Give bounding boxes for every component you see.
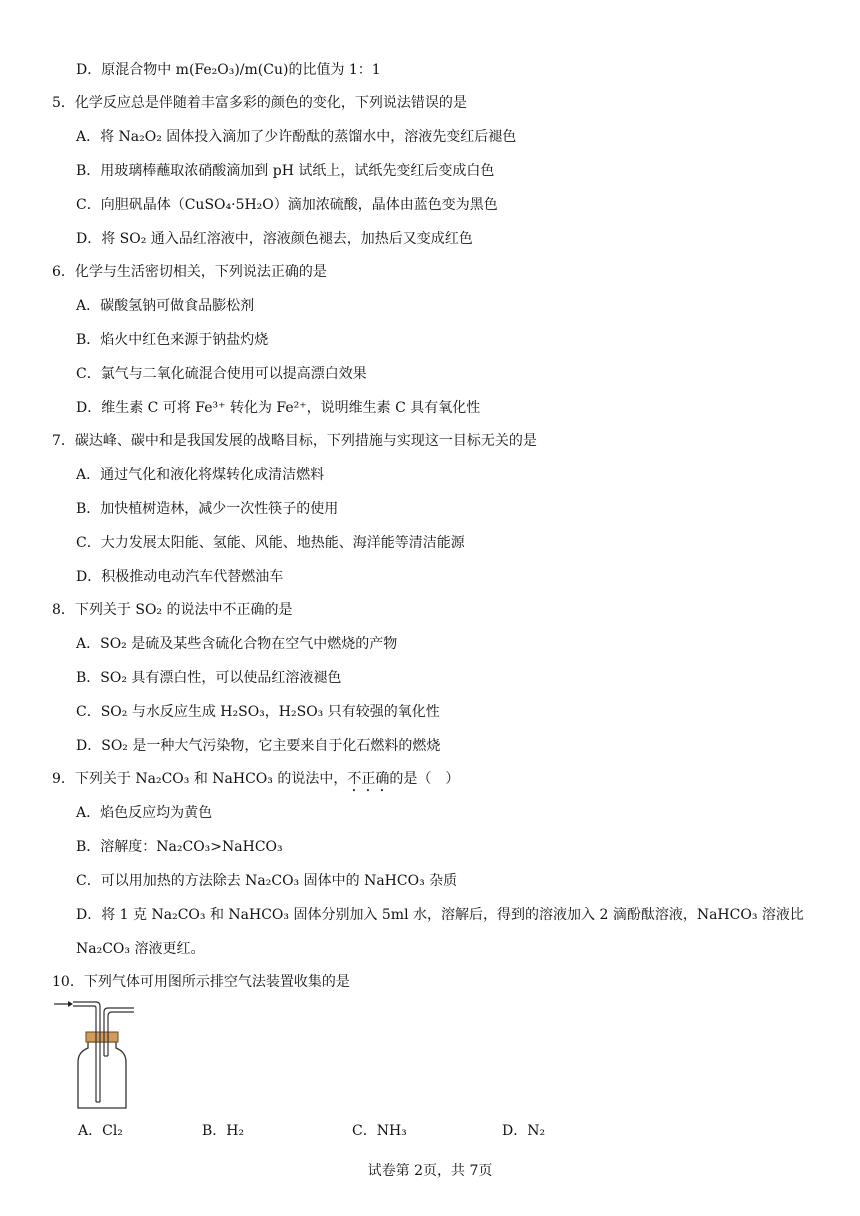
q7-stem: 7．碳达峰、碳中和是我国发展的战略目标，下列措施与实现这一目标无关的是 bbox=[52, 433, 537, 449]
q10-option-d: D．N₂ bbox=[502, 1123, 546, 1139]
q10-stem: 10．下列气体可用图所示排空气法装置收集的是 bbox=[52, 974, 350, 990]
q9-option-c: C．可以用加热的方法除去 Na₂CO₃ 固体中的 NaHCO₃ 杂质 bbox=[76, 873, 458, 889]
long-tube-inner bbox=[73, 1006, 96, 1102]
q9-option-a: A．焰色反应均为黄色 bbox=[76, 805, 213, 821]
page-footer: 试卷第 2页，共 7页 bbox=[367, 1163, 493, 1179]
q4-option-d: D．原混合物中 m(Fe₂O₃)/m(Cu)的比值为 1：1 bbox=[76, 62, 381, 78]
gas-collection-bottle-diagram bbox=[54, 998, 134, 1114]
q9-stem-end: 的是（ ） bbox=[389, 771, 460, 787]
q9-stem bbox=[52, 769, 459, 795]
q10-option-b: B．H₂ bbox=[202, 1123, 245, 1139]
q9-option-d-line1: D．将 1 克 Na₂CO₃ 和 NaHCO₃ 固体分别加入 5ml 水，溶解后，得到的溶液加入 2 滴酚酞溶液，NaHCO₃ 溶液比 bbox=[76, 907, 804, 923]
q10-option-a: A．Cl₂ bbox=[78, 1123, 123, 1139]
q8-option-a: A．SO₂ 是硫及某些含硫化合物在空气中燃烧的产物 bbox=[76, 636, 398, 652]
inlet-arrow-head bbox=[68, 1001, 73, 1007]
q8-option-d: D．SO₂ 是一种大气污染物，它主要来自于化石燃料的燃烧 bbox=[76, 738, 441, 754]
q9-stem-emphasis: 不正确 bbox=[347, 771, 390, 787]
q6-option-b: B．焰火中红色来源于钠盐灼烧 bbox=[76, 332, 269, 348]
q8-option-b: B．SO₂ 具有漂白性，可以使品红溶液褪色 bbox=[76, 670, 342, 686]
q8-stem: 8．下列关于 SO₂ 的说法中不正确的是 bbox=[52, 602, 293, 618]
q5-option-a: A．将 Na₂O₂ 固体投入滴加了少许酚酞的蒸馏水中，溶液先变红后褪色 bbox=[76, 129, 517, 145]
q10-options bbox=[78, 1120, 678, 1140]
q7-option-c: C．大力发展太阳能、氢能、风能、地热能、海洋能等清洁能源 bbox=[76, 535, 465, 551]
q7-option-b: B．加快植树造林，减少一次性筷子的使用 bbox=[76, 501, 339, 517]
q5-option-c: C．向胆矾晶体（CuSO₄·5H₂O）滴加浓硫酸，晶体由蓝色变为黑色 bbox=[76, 197, 498, 213]
q7-option-d: D．积极推动电动汽车代替燃油车 bbox=[76, 569, 284, 585]
q6-stem: 6．化学与生活密切相关，下列说法正确的是 bbox=[52, 264, 327, 280]
rubber-stopper bbox=[86, 1032, 118, 1042]
q7-option-a: A．通过气化和液化将煤转化成清洁燃料 bbox=[76, 467, 325, 483]
q9-stem-start: 9．下列关于 Na₂CO₃ 和 NaHCO₃ 的说法中， bbox=[52, 771, 348, 787]
q8-option-c: C．SO₂ 与水反应生成 H₂SO₃，H₂SO₃ 只有较强的氧化性 bbox=[76, 704, 440, 720]
q6-option-d: D．维生素 C 可将 Fe³⁺ 转化为 Fe²⁺，说明维生素 C 具有氧化性 bbox=[76, 400, 481, 416]
q10-option-c: C．NH₃ bbox=[352, 1123, 407, 1139]
q6-option-c: C．氯气与二氧化硫混合使用可以提高漂白效果 bbox=[76, 366, 367, 382]
q9-option-b: B．溶解度：Na₂CO₃>NaHCO₃ bbox=[76, 839, 283, 855]
q6-option-a: A．碳酸氢钠可做食品膨松剂 bbox=[76, 298, 255, 314]
q5-option-d: D．将 SO₂ 通入品红溶液中，溶液颜色褪去，加热后又变成红色 bbox=[76, 231, 473, 247]
q5-stem: 5．化学反应总是伴随着丰富多彩的颜色的变化，下列说法错误的是 bbox=[52, 95, 467, 111]
bottle-body bbox=[78, 1042, 126, 1108]
q9-option-d-line2: Na₂CO₃ 溶液更红。 bbox=[76, 941, 205, 957]
q5-option-b: B．用玻璃棒蘸取浓硝酸滴加到 pH 试纸上，试纸先变红后变成白色 bbox=[76, 163, 495, 179]
